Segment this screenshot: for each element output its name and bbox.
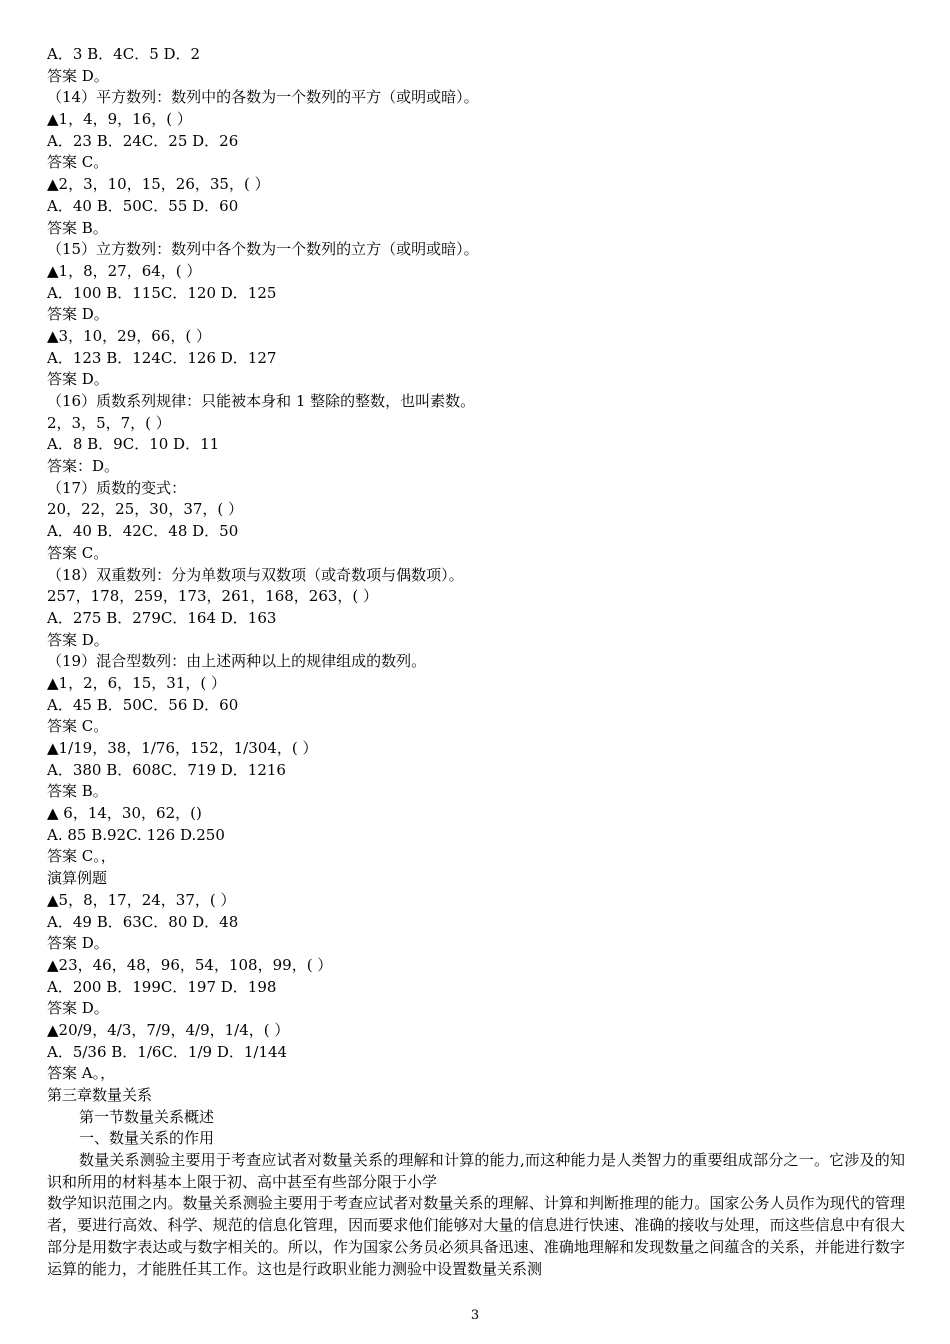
text-line: 答案 B。 xyxy=(47,782,108,801)
text-line: （16）质数系列规律：只能被本身和 1 整除的整数，也叫素数。 xyxy=(47,392,476,410)
text-line: A．380 B．608C．719 D．1216 xyxy=(47,760,286,779)
text-line: A．123 B．124C．126 D．127 xyxy=(47,348,277,367)
text-line: （18）双重数列：分为单数项与双数项（或奇数项与偶数项）。 xyxy=(47,565,464,584)
text-line: 257，178，259，173，261，168，263，( ） xyxy=(47,587,379,606)
text-line: ▲5，8，17，24，37，( ） xyxy=(47,890,236,909)
text-line: 20，22，25，30，37，( ） xyxy=(47,500,244,519)
text-line: A．40 B．50C．55 D．60 xyxy=(47,196,239,215)
text-line: A．8 B．9C．10 D．11 xyxy=(47,435,220,454)
text-line: ▲3，10，29，66，( ） xyxy=(47,326,211,345)
section-title: 第一节数量关系概述 xyxy=(79,1107,215,1126)
text-line: （15）立方数列：数列中各个数为一个数列的立方（或明或暗）。 xyxy=(47,240,479,259)
text-line: A．23 B．24C．25 D．26 xyxy=(47,131,239,150)
text-line: 答案：D。 xyxy=(47,457,120,476)
page-number: 3 xyxy=(470,1308,480,1323)
text-line: 答案 D。 xyxy=(47,630,109,649)
text-line: 答案 D。 xyxy=(47,66,109,85)
text-line: ▲20/9，4/3，7/9，4/9，1/4，( ） xyxy=(47,1020,290,1039)
text-line: A．3 B．4C．5 D．2 xyxy=(47,45,201,63)
paragraph-text: 数量关系测验主要用于考查应试者对数量关系的理解和计算的能力,而这种能力是人类智力的重要组成部分之一。它涉及的知识和所用的材料基本上限于初、高中甚至有些部分限于小学 xyxy=(47,1151,905,1191)
text-line: 答案 C。 xyxy=(47,543,109,562)
text-line: ▲1，4，9，16，( ） xyxy=(47,110,192,129)
text-line: 答案 C。， xyxy=(47,847,116,866)
text-line: A．40 B．42C．48 D．50 xyxy=(47,522,239,541)
text-line: （19）混合型数列：由上述两种以上的规律组成的数列。 xyxy=(47,652,427,671)
text-line: ▲1，2，6，15，31，( ） xyxy=(47,673,226,692)
text-line: 2，3，5，7，( ） xyxy=(47,413,171,432)
text-line: （14）平方数列：数列中的各数为一个数列的平方（或明或暗）。 xyxy=(47,88,479,107)
text-line: 答案 D。 xyxy=(47,305,109,324)
text-line: 答案 A。， xyxy=(47,1064,116,1083)
text-line: 答案 B。 xyxy=(47,218,108,237)
text-line: ▲2，3，10，15，26，35，( ） xyxy=(47,175,270,194)
text-line: A．5/36 B．1/6C．1/9 D．1/144 xyxy=(47,1042,288,1061)
subsection-title: 一、数量关系的作用 xyxy=(79,1129,215,1148)
text-line: 演算例题 xyxy=(47,869,108,888)
text-line: A．200 B．199C．197 D．198 xyxy=(47,977,277,996)
text-line: 答案 D。 xyxy=(47,999,109,1018)
text-line: A．100 B．115C．120 D．125 xyxy=(47,283,277,302)
body-paragraph: 数学知识范围之内。数量关系测验主要用于考查应试者对数量关系的理解、计算和判断推理的能力。国家公务人员作为现代的管理者，要进行高效、科学、规范的信息化管理，因而要求他们能够对大量的信息进行快速、准确的接收与处理，而这些信息中有很大部分是用数字表达或与数字相关的。所以，作为国家公务员必须具备迅速、准确地理解和发现数量之间蕴含的关系，并能进行数字运算的能力，才能胜任其工作。这也是行政职业能力测验中设置数量关系测 xyxy=(47,1194,905,1278)
text-line: 答案 C。 xyxy=(47,153,109,172)
text-line: ▲1/19，38，1/76，152，1/304，( ） xyxy=(47,739,318,757)
text-line: ▲1，8，27，64，( ） xyxy=(47,261,202,280)
text-line: 答案 D。 xyxy=(47,370,109,389)
text-line: ▲ 6，14，30，62，() xyxy=(47,804,202,823)
body-paragraph xyxy=(47,1150,905,1193)
chapter-title: 第三章数量关系 xyxy=(47,1086,153,1104)
text-line: ▲23，46，48，96，54，108，99，( ） xyxy=(47,955,333,974)
text-line: A．45 B．50C．56 D．60 xyxy=(47,695,239,714)
text-line: 答案 C。 xyxy=(47,717,109,736)
text-line: A．275 B．279C．164 D．163 xyxy=(47,608,277,627)
text-line: A．49 B．63C．80 D．48 xyxy=(47,912,239,931)
text-line: 答案 D。 xyxy=(47,934,109,953)
document-page xyxy=(47,44,905,1280)
text-line: A. 85 B.92C. 126 D.250 xyxy=(47,825,225,844)
text-line: （17）质数的变式： xyxy=(47,478,187,497)
